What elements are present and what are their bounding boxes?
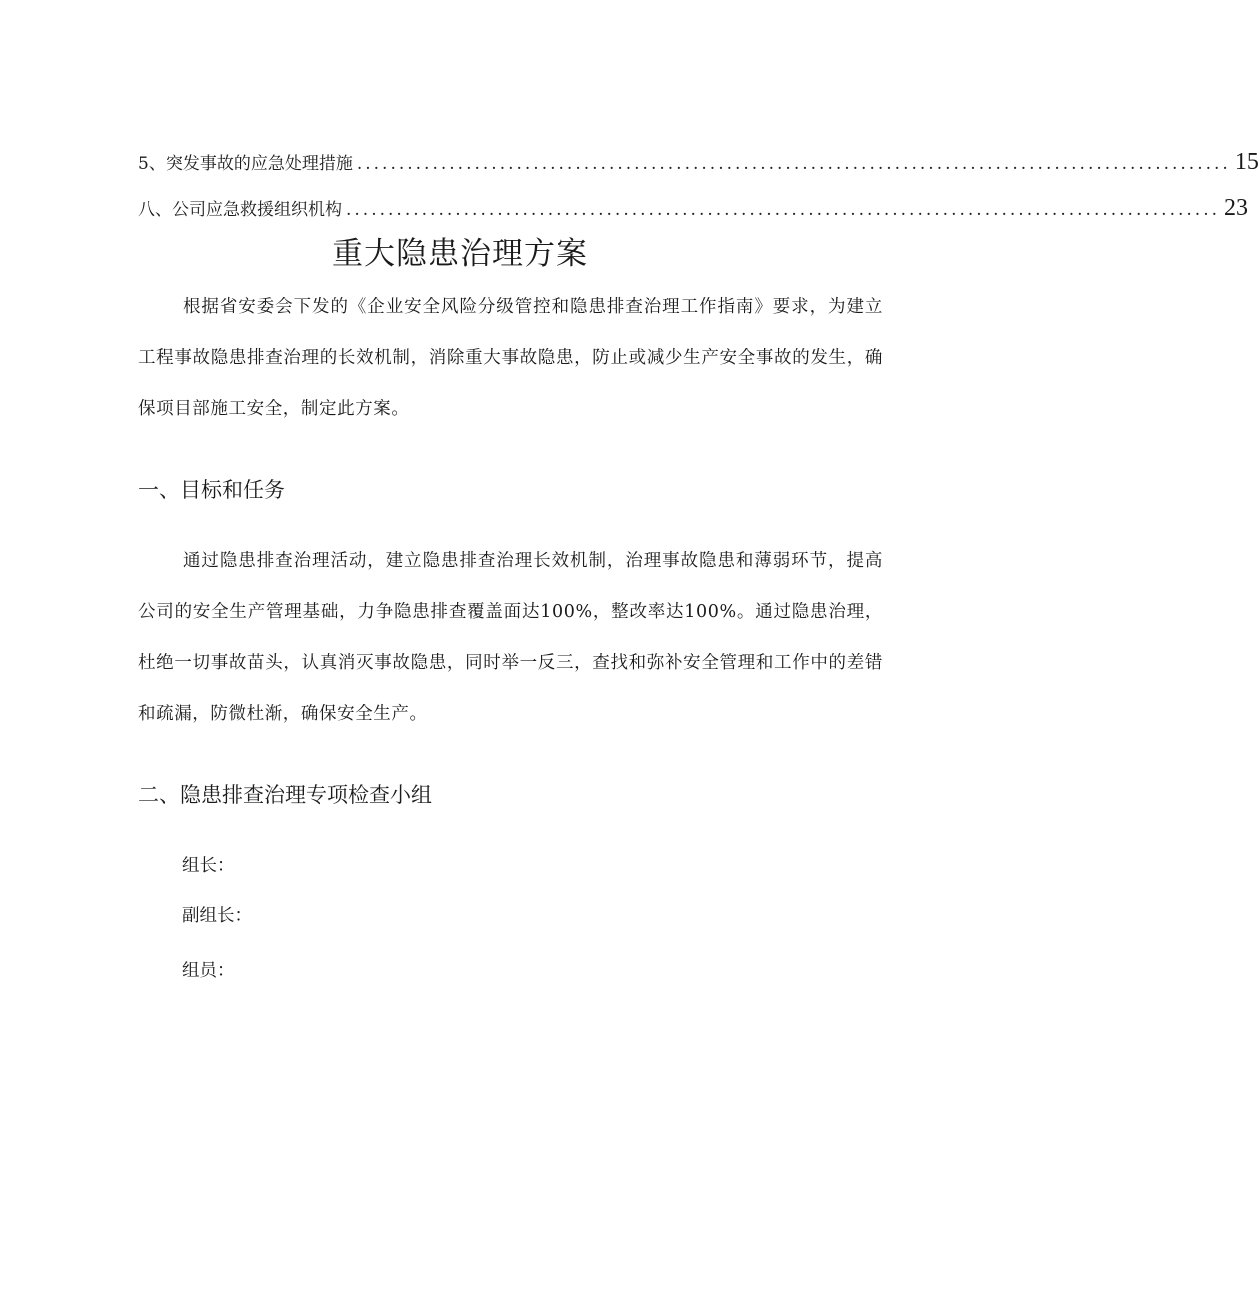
toc-entry-title: 八、公司应急救援组织机构 [138, 200, 342, 220]
toc-entry-page: 23 [1224, 195, 1248, 221]
section-heading-inspection-group: 二、隐患排查治理专项检查小组 [138, 783, 432, 807]
document-title: 重大隐患治理方案 [332, 236, 588, 272]
toc-entry-page: 15 [1234, 149, 1259, 175]
toc-leader-dots: ........................................................................................................ [346, 200, 1220, 220]
goals-paragraph: 通过隐患排查治理活动，建立隐患排查治理长效机制，治理事故隐患和薄弱环节，提高公司的安全生产管理基础，力争隐患排查覆盖面达100%，整改率达100%。通过隐患治理，杜绝一切事故苗头，认真消灭事故隐患，同时举一反三，查找和弥补安全管理和工作中的差错和疏漏，防微杜渐，确保安全生产。 [138, 551, 883, 724]
group-members-label: 组员： [182, 961, 235, 981]
deputy-leader-label: 副组长： [182, 906, 252, 926]
toc-entry[interactable] [138, 195, 1248, 222]
section-heading-goals: 一、目标和任务 [138, 478, 285, 502]
toc-entry-title: 5、突发事故的应急处理措施 [138, 154, 353, 174]
toc-leader-dots: ........................................................................................................ [356, 154, 1231, 174]
toc-entry[interactable] [138, 149, 1259, 176]
intro-paragraph: 根据省安委会下发的《企业安全风险分级管控和隐患排查治理工作指南》要求，为建立工程事故隐患排查治理的长效机制，消除重大事故隐患，防止或减少生产安全事故的发生，确保项目部施工安全，制定此方案。 [138, 297, 883, 419]
group-leader-label: 组长： [182, 856, 235, 876]
